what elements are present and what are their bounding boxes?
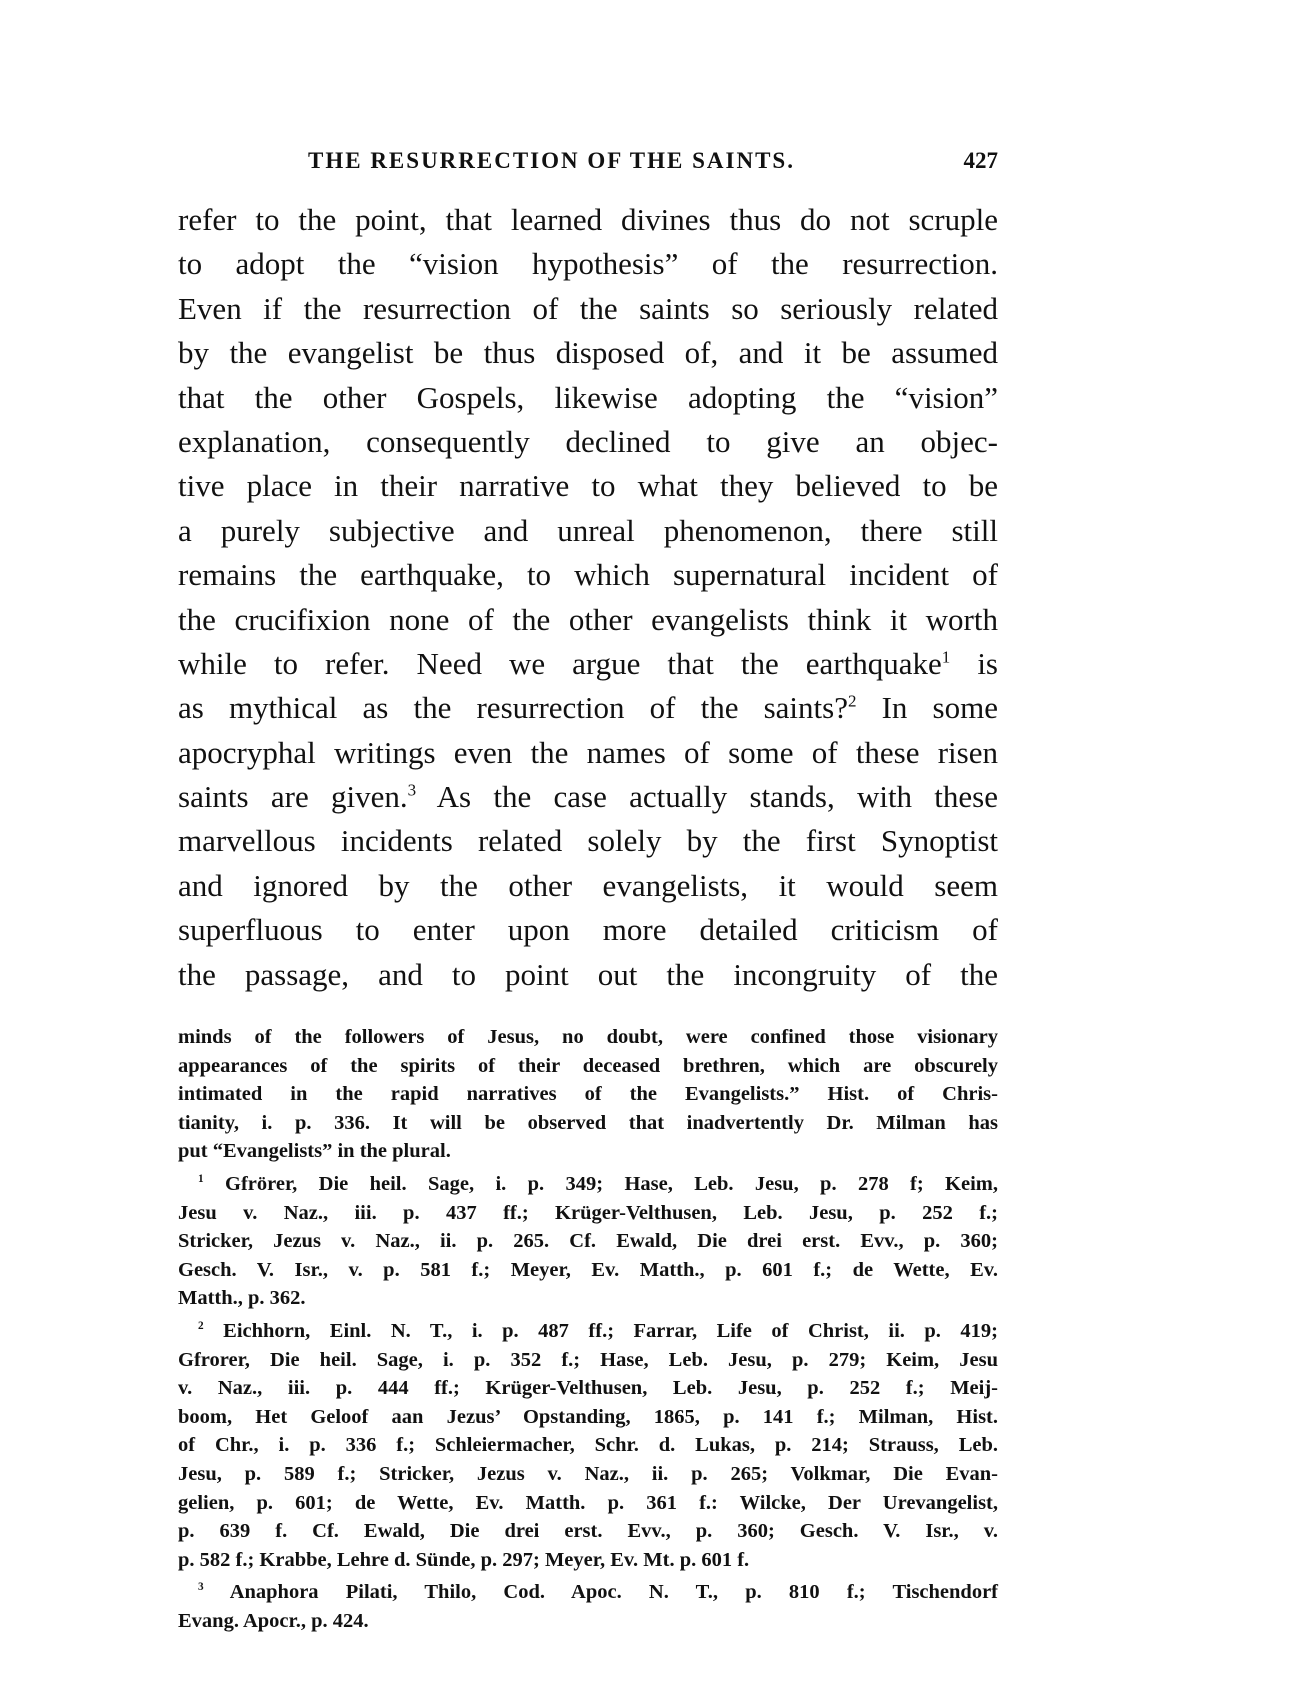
footnote-line: v. Naz., iii. p. 444 ff.; Krüger-Velthusen, Leb. Jesu, p. 252 f.; Meij- xyxy=(178,1377,998,1400)
book-page xyxy=(178,128,998,1678)
footnote-mark: 1 xyxy=(941,647,951,667)
footnote-line: minds of the followers of Jesus, no doubt, were confined those visionary xyxy=(178,1026,998,1048)
footnote-text: Anaphora Pilati, Thilo, Cod. Apoc. N. T., p. 810 f.; Tischendorf xyxy=(229,1581,998,1604)
body-line-text: while to refer. Need we argue that the earthquake xyxy=(178,645,942,681)
footnote-line xyxy=(178,1578,998,1607)
footnote-line: p. 582 f.; Krabbe, Lehre d. Sünde, p. 297; Meyer, Ev. Mt. p. 601 f. xyxy=(178,1548,750,1571)
footnote-line: Gfrorer, Die heil. Sage, i. p. 352 f.; Hase, Leb. Jesu, p. 279; Keim, Jesu xyxy=(178,1348,998,1371)
body-line xyxy=(178,775,998,819)
footnote-line: p. 639 f. Cf. Ewald, Die drei erst. Evv., p. 360; Gesch. V. Isr., v. xyxy=(178,1520,998,1543)
body-line-text: as mythical as the resurrection of the saints? xyxy=(178,690,848,726)
body-line: the crucifixion none of the other evangelists think it worth xyxy=(178,601,998,637)
footnote-2 xyxy=(178,1317,998,1574)
footnote-line: Matth., p. 362. xyxy=(178,1287,306,1310)
footnote-line xyxy=(178,1317,998,1346)
footnote-line: Gesch. V. Isr., v. p. 581 f.; Meyer, Ev. Matth., p. 601 f.; de Wette, Ev. xyxy=(178,1258,998,1281)
footnote-line xyxy=(178,1170,998,1199)
body-line: by the evangelist be thus disposed of, and it be assumed xyxy=(178,335,998,371)
body-line: remains the earthquake, to which supernatural incident of xyxy=(178,557,998,593)
footnote-line: gelien, p. 601; de Wette, Ev. Matth. p. 361 f.: Wilcke, Der Urevangelist, xyxy=(178,1491,998,1514)
footnote-mark: 2 xyxy=(847,691,857,711)
footnote-line: of Chr., i. p. 336 f.; Schleiermacher, Schr. d. Lukas, p. 214; Strauss, Leb. xyxy=(178,1434,998,1457)
footnote-line: put “Evangelists” in the plural. xyxy=(178,1140,451,1163)
body-line: Even if the resurrection of the saints so seriously related xyxy=(178,290,998,326)
footnote-line: appearances of the spirits of their deceased brethren, which are obscurely xyxy=(178,1054,998,1077)
footnote-text: Gfrörer, Die heil. Sage, i. p. 349; Hase, Leb. Jesu, p. 278 f; Keim, xyxy=(225,1172,999,1195)
running-title: THE RESURRECTION OF THE SAINTS. xyxy=(308,148,795,173)
body-line xyxy=(178,642,998,686)
body-line xyxy=(178,686,998,730)
footnote-line: Stricker, Jezus v. Naz., ii. p. 265. Cf. Ewald, Die drei erst. Evv., p. 360; xyxy=(178,1230,998,1253)
footnote-text: Eichhorn, Einl. N. T., i. p. 487 ff.; Farrar, Life of Christ, ii. p. 419; xyxy=(223,1319,998,1342)
body-line: superfluous to enter upon more detailed criticism of xyxy=(178,912,998,948)
footnote-number: 2 xyxy=(198,1320,204,1333)
footnote-line: tianity, i. p. 336. It will be observed that inadvertently Dr. Milman has xyxy=(178,1111,998,1134)
body-line-text: is xyxy=(977,645,998,681)
footnote-line: intimated in the rapid narratives of the Evangelists.” Hist. of Chris- xyxy=(178,1083,998,1106)
footnote-line: boom, Het Geloof aan Jezus’ Opstanding, 1865, p. 141 f.; Milman, Hist. xyxy=(178,1405,998,1428)
body-line: tive place in their narrative to what they believed to be xyxy=(178,468,998,504)
body-line: that the other Gospels, likewise adopting the “vision” xyxy=(178,379,998,415)
body-line: marvellous incidents related solely by the first Synoptist xyxy=(178,823,998,859)
footnote-number: 3 xyxy=(198,1581,204,1594)
page-number: 427 xyxy=(963,148,998,173)
body-line: the passage, and to point out the incongruity of the xyxy=(178,956,998,992)
footnote-1 xyxy=(178,1170,998,1313)
body-line-text: saints are given. xyxy=(178,779,408,815)
footnote-line: Jesu v. Naz., iii. p. 437 ff.; Krüger-Velthusen, Leb. Jesu, p. 252 f.; xyxy=(178,1201,998,1224)
footnote-line: Jesu, p. 589 f.; Stricker, Jezus v. Naz., ii. p. 265; Volkmar, Die Evan- xyxy=(178,1462,998,1485)
body-line: explanation, consequently declined to give an objec- xyxy=(178,423,998,459)
footnote-line: Evang. Apocr., p. 424. xyxy=(178,1609,369,1632)
body-line: and ignored by the other evangelists, it would seem xyxy=(178,867,998,903)
body-line: refer to the point, that learned divines thus do not scruple xyxy=(178,202,998,237)
body-line-text: As the case actually stands, with these xyxy=(436,779,999,815)
footnote-3 xyxy=(178,1578,998,1635)
body-text xyxy=(178,198,998,997)
body-line: a purely subjective and unreal phenomenon, there still xyxy=(178,512,998,548)
footnote-continued xyxy=(178,1023,998,1166)
body-line: apocryphal writings even the names of some of these risen xyxy=(178,734,998,770)
running-head xyxy=(178,148,998,178)
body-line: to adopt the “vision hypothesis” of the resurrection. xyxy=(178,246,998,282)
body-line-text: In some xyxy=(881,690,998,726)
footnote-number: 1 xyxy=(198,1173,204,1186)
footnote-mark: 3 xyxy=(407,780,417,800)
footnotes xyxy=(178,1023,998,1639)
